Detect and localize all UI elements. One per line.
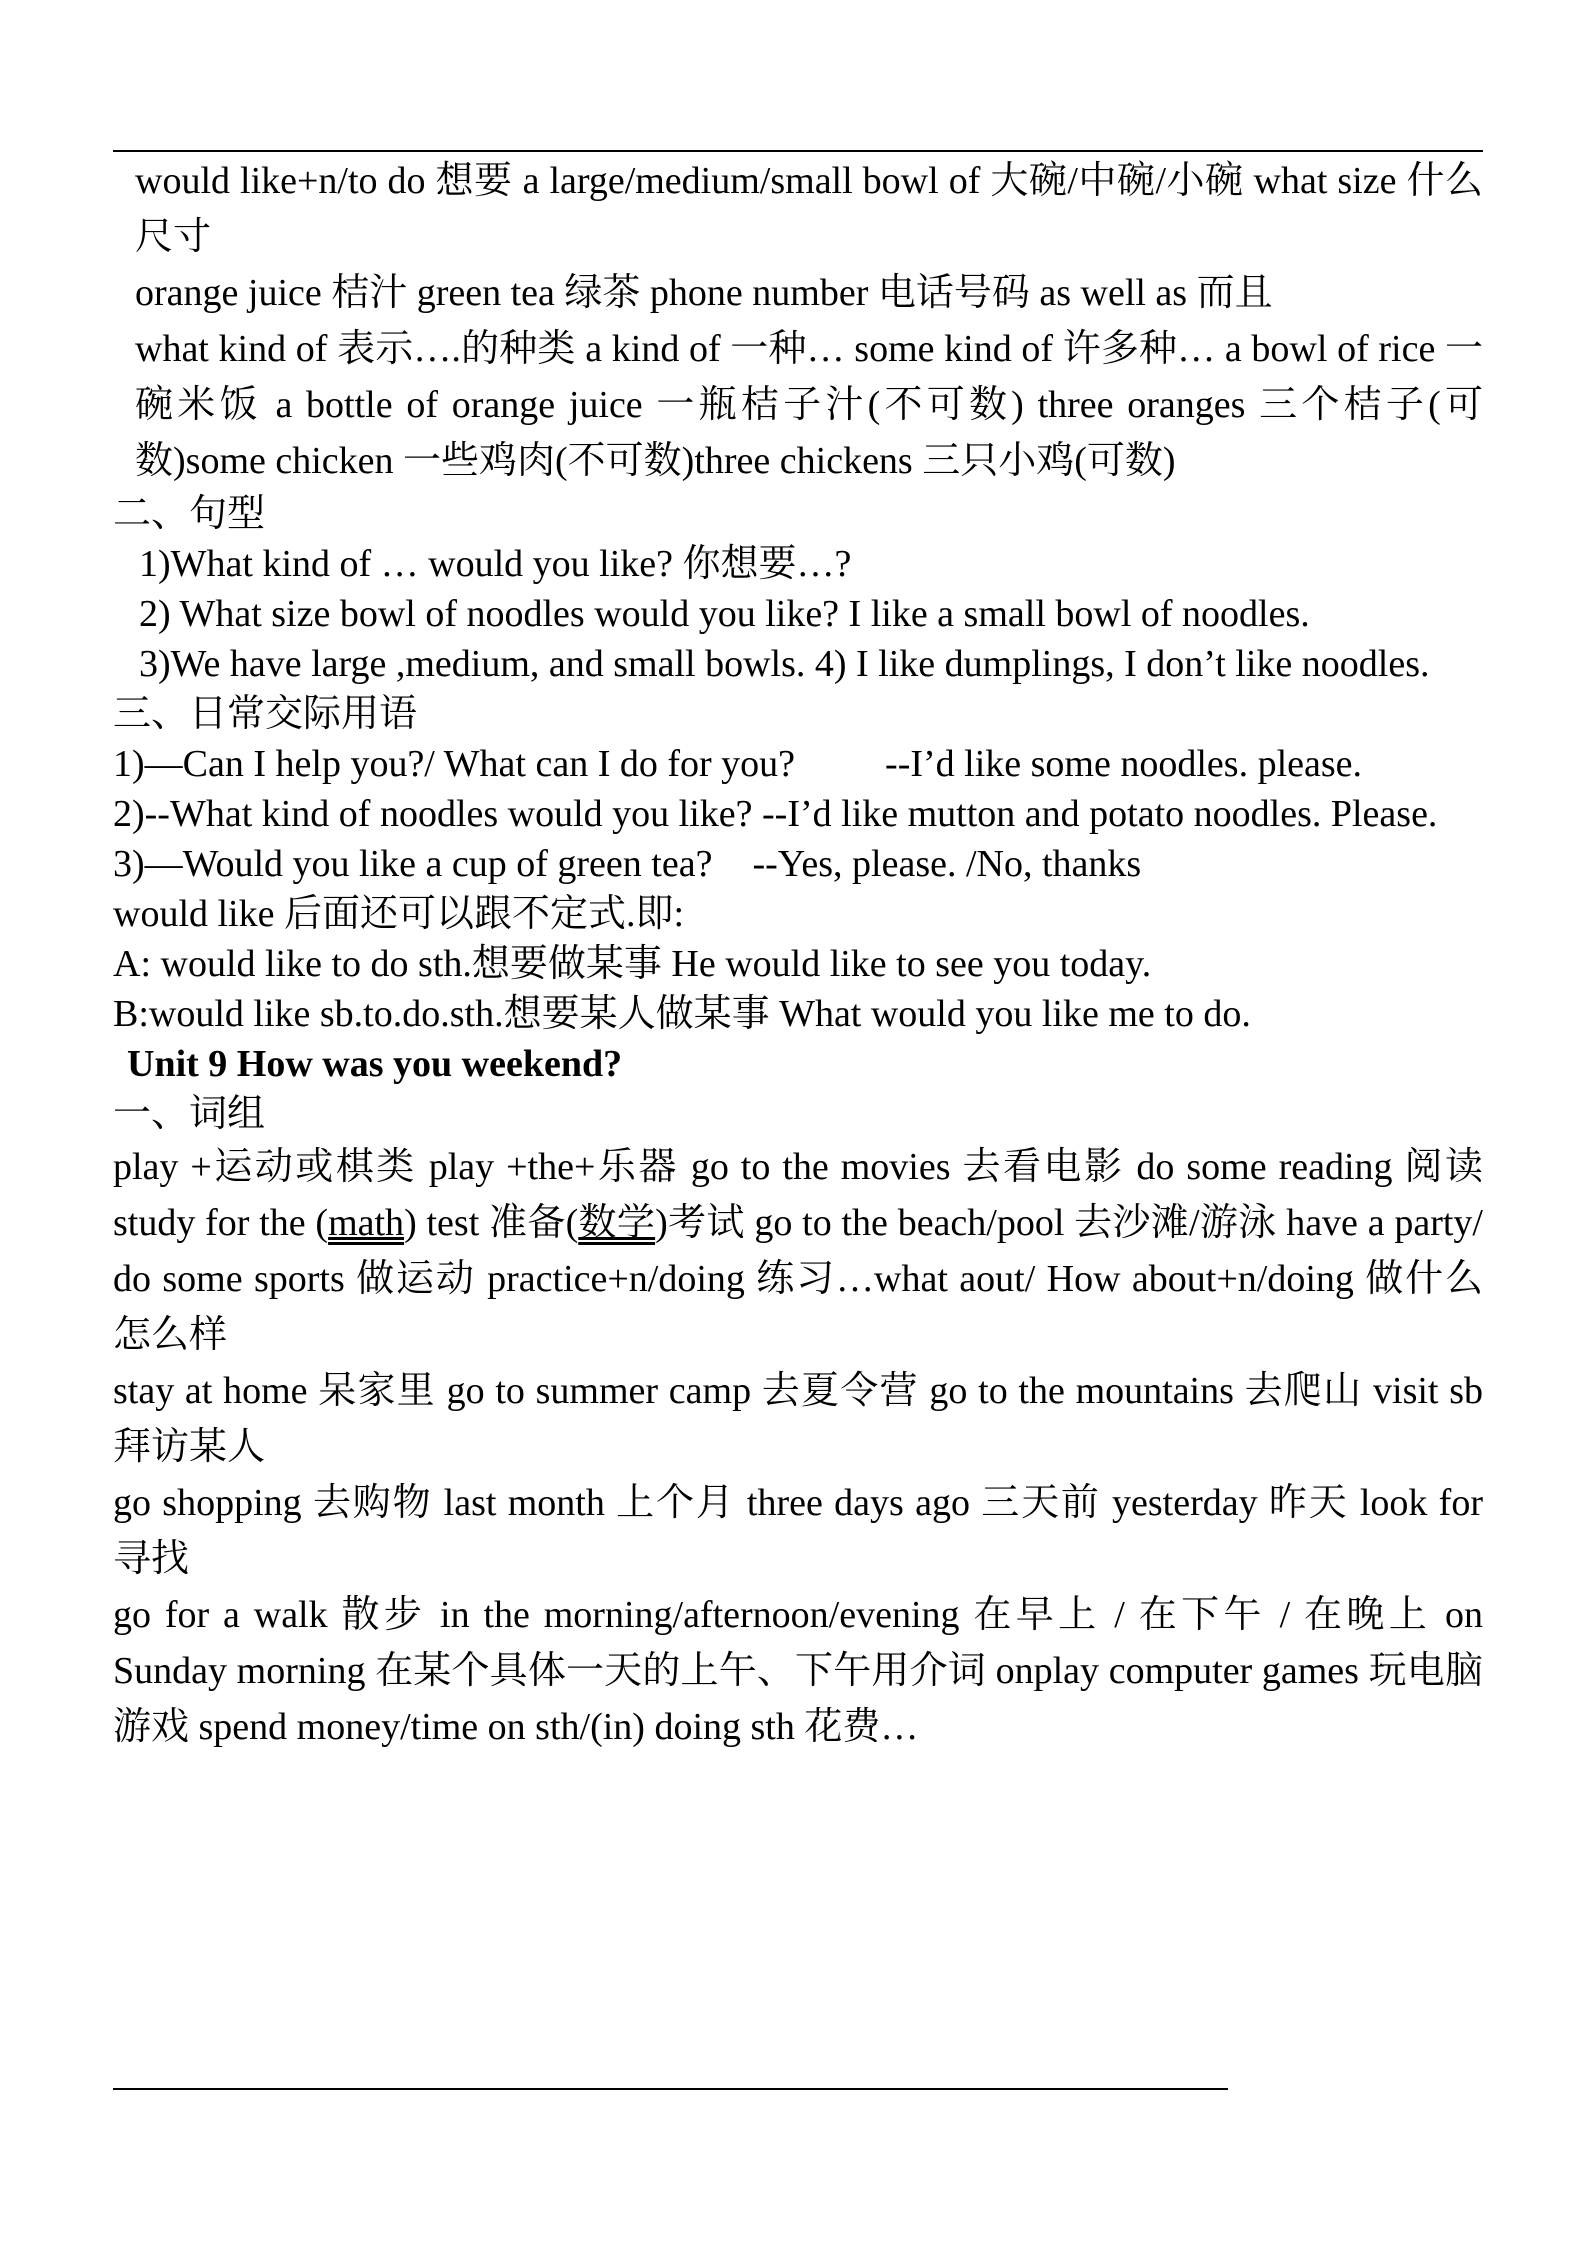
vocab-line-3: what kind of 表示….的种类 a kind of 一种… some kind of 许多种… a bowl of rice 一碗米饭 a bottle of orange juice 一瓶桔子汁(不可数) three oranges 三个桔子(可数)some chicken 一些鸡肉(不可数)three chickens 三只小鸡(可数) bbox=[135, 328, 1483, 482]
sentences-heading: 二、句型 bbox=[113, 493, 266, 535]
sentence-1: 1)What kind of … would you like? 你想要…? bbox=[139, 543, 852, 585]
phrases-paragraph-4: go for a walk 散步 in the morning/afternoon/evening 在早上 / 在下午 / 在晚上 on Sunday morning 在某个具体一天的上午、下午用介词 onplay computer games 玩电脑游戏 spend money/time on sth/(in) doing sth 花费… bbox=[113, 1594, 1483, 1748]
dialogue-2: 2)--What kind of noodles would you like? --I’d like mutton and potato noodles. Please. bbox=[113, 793, 1438, 835]
sentence-3: 3)We have large ,medium, and small bowls. 4) I like dumplings, I don’t like noodles. bbox=[139, 643, 1430, 685]
math-underlined: math bbox=[328, 1202, 405, 1244]
grammar-note-b: B:would like sb.to.do.sth.想要某人做某事 What would you like me to do. bbox=[113, 993, 1251, 1035]
sentence-2: 2) What size bowl of noodles would you like? I like a small bowl of noodles. bbox=[139, 593, 1310, 635]
footer-rule bbox=[113, 2088, 1228, 2090]
header-rule bbox=[113, 150, 1483, 152]
phrases-paragraph-3: go shopping 去购物 last month 上个月 three days ago 三天前 yesterday 昨天 look for 寻找 bbox=[113, 1482, 1483, 1580]
dialogue-1 bbox=[113, 739, 1483, 789]
unit-title: Unit 9 How was you weekend? bbox=[127, 1043, 623, 1085]
dialogue-1-answer: --I’d like some noodles. please. bbox=[885, 743, 1363, 785]
grammar-note: would like 后面还可以跟不定式.即: bbox=[113, 893, 685, 935]
dialogue-1-question: 1)—Can I help you?/ What can I do for you? bbox=[113, 743, 796, 785]
phrases-paragraph-2: stay at home 呆家里 go to summer camp 去夏令营 go to the mountains 去爬山 visit sb 拜访某人 bbox=[113, 1370, 1483, 1468]
document-body bbox=[113, 153, 1483, 1755]
dialogue-3-question: 3)—Would you like a cup of green tea? bbox=[113, 843, 713, 885]
shuxue-underlined: 数学 bbox=[578, 1202, 656, 1244]
grammar-note-a: A: would like to do sth.想要做某事 He would like to see you today. bbox=[113, 943, 1152, 985]
phrases-heading: 一、词组 bbox=[113, 1093, 266, 1135]
dialogue-heading: 三、日常交际用语 bbox=[113, 693, 418, 735]
dialogue-3-answer: --Yes, please. /No, thanks bbox=[752, 843, 1142, 885]
phrases-paragraph-1: play +运动或棋类 play +the+乐器 go to the movies 去看电影 do some reading 阅读 study for the (math) test 准备(数学)考试 go to the beach/pool 去沙滩/游泳 have a party/ do some sports 做运动 practice+n/doing 练习…what aout/ How about+n/doing 做什么怎么样 bbox=[113, 1146, 1483, 1356]
vocab-line-1: would like+n/to do 想要 a large/medium/small bowl of 大碗/中碗/小碗 what size 什么尺寸 bbox=[135, 160, 1483, 258]
dialogue-3 bbox=[113, 839, 1483, 889]
vocab-line-2: orange juice 桔汁 green tea 绿茶 phone number 电话号码 as well as 而且 bbox=[135, 272, 1273, 314]
